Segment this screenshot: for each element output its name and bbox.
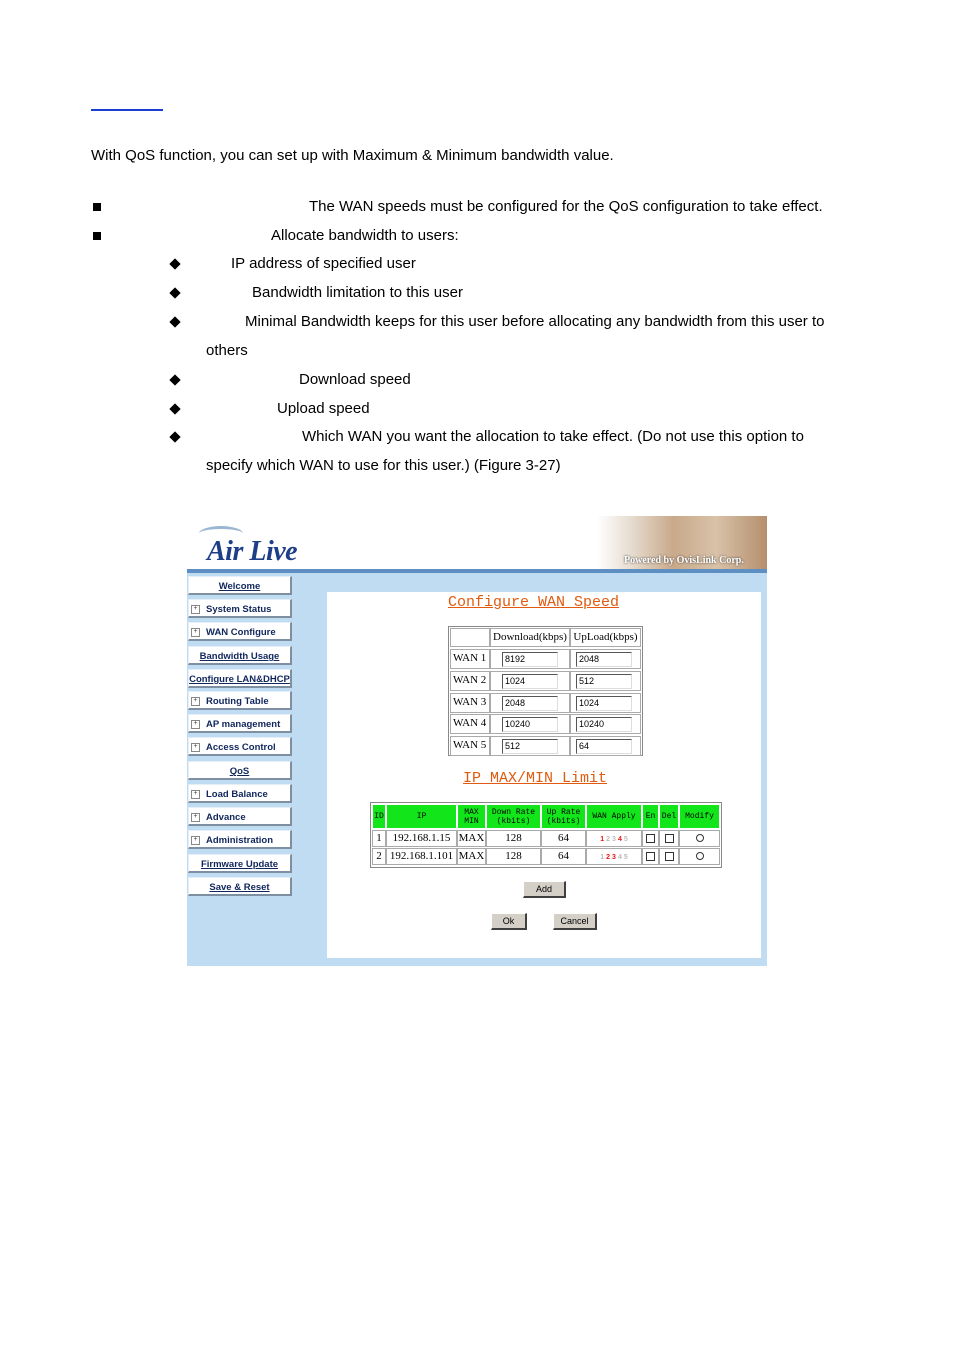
sidebar-item-label: Configure LAN&DHCP: [189, 674, 290, 685]
square-bullet-icon: [93, 203, 101, 211]
sidebar-item-label: Routing Table: [206, 696, 269, 707]
wan-speed-title: Configure WAN Speed: [448, 594, 620, 611]
wan-upload-input[interactable]: 64: [576, 739, 632, 754]
modify-radio[interactable]: [696, 852, 704, 860]
bullet-wan-speed: The WAN speeds must be configured for the QoS configuration to take effect.: [309, 198, 823, 215]
ip-row-cell: 192.168.1.101: [386, 848, 457, 865]
ok-button[interactable]: Ok: [491, 913, 527, 930]
delete-checkbox[interactable]: [665, 834, 674, 843]
wan-up-cell: [570, 736, 641, 756]
expand-plus-icon: +: [191, 743, 200, 752]
section-title-link[interactable]: [91, 109, 163, 111]
qos-content-panel: [327, 592, 761, 958]
ip-header-cell: IP: [386, 804, 457, 829]
wan-header-cell: Download(kbps): [490, 628, 570, 647]
wan-down-cell: [490, 736, 570, 756]
sidebar-item-routing-table[interactable]: [188, 691, 292, 710]
wan-download-input[interactable]: 8192: [502, 652, 558, 667]
wan-upload-input[interactable]: 512: [576, 674, 632, 689]
modify-cell: [679, 848, 720, 865]
wan-name-cell: WAN 1: [450, 649, 490, 669]
wan-apply-digit[interactable]: 3: [612, 836, 616, 843]
intro-text: With QoS function, you can set up with Maximum & Minimum bandwidth value.: [91, 147, 614, 164]
sidebar-item-label: QoS: [229, 766, 250, 777]
powered-by-label: Powered by OvisLink Corp.: [624, 555, 744, 566]
sidebar-item-access-control[interactable]: [188, 737, 292, 756]
sidebar-item-label: Access Control: [206, 742, 276, 753]
airlive-logo: Air Live: [207, 536, 298, 567]
sidebar-item-wan-configure[interactable]: [188, 622, 292, 641]
sidebar-item-label: Save & Reset: [209, 882, 270, 893]
wan-apply-digit[interactable]: 4: [617, 836, 622, 843]
enable-cell: [642, 848, 659, 865]
wan-up-cell: [570, 671, 641, 691]
sidebar-item-label: Welcome: [218, 581, 261, 592]
wan-apply-digit[interactable]: 2: [606, 836, 611, 843]
wan-apply-digit[interactable]: 5: [623, 854, 628, 861]
wan-upload-input[interactable]: 1024: [576, 696, 632, 711]
header-divider: [187, 569, 767, 573]
expand-plus-icon: +: [191, 697, 200, 706]
subbullet-wan: Which WAN you want the allocation to take effect. (Do not use this option to: [302, 428, 804, 445]
ip-row-cell: 64: [541, 830, 586, 847]
wan-header-cell: [450, 628, 490, 647]
wan-speed-table: [448, 626, 643, 756]
wan-apply-digit[interactable]: 3: [612, 854, 616, 861]
ip-header-cell: WAN Apply: [586, 804, 642, 829]
ip-row-cell: 1: [372, 830, 386, 847]
subbullet-min-cont: others: [206, 342, 248, 359]
ip-header-cell: ID: [372, 804, 386, 829]
sidebar-item-label: System Status: [206, 604, 272, 615]
wan-up-cell: [570, 714, 641, 734]
delete-checkbox[interactable]: [665, 852, 674, 861]
sidebar-item-label: WAN Configure: [206, 627, 276, 638]
expand-plus-icon: +: [191, 605, 200, 614]
ip-row-cell: 128: [486, 848, 541, 865]
wan-down-cell: [490, 693, 570, 713]
wan-apply-digit[interactable]: 4: [617, 854, 622, 861]
sidebar-item-advance[interactable]: [188, 807, 292, 826]
delete-cell: [659, 830, 679, 847]
diamond-bullet-icon: [169, 403, 180, 414]
subbullet-max: Bandwidth limitation to this user: [252, 284, 463, 301]
diamond-bullet-icon: [169, 287, 180, 298]
ip-header-cell: En: [642, 804, 659, 829]
wan-name-cell: WAN 3: [450, 693, 490, 713]
expand-plus-icon: +: [191, 720, 200, 729]
ip-limit-title: IP MAX/MIN Limit: [463, 770, 608, 787]
wan-down-cell: [490, 671, 570, 691]
wan-upload-input[interactable]: 10240: [576, 717, 632, 732]
wan-apply-cell: [586, 830, 642, 847]
sidebar-item-qos[interactable]: [188, 761, 292, 780]
wan-header-cell: UpLoad(kbps): [570, 628, 641, 647]
sidebar-item-system-status[interactable]: [188, 599, 292, 618]
diamond-bullet-icon: [169, 258, 180, 269]
diamond-bullet-icon: [169, 374, 180, 385]
enable-cell: [642, 830, 659, 847]
wan-download-input[interactable]: 10240: [502, 717, 558, 732]
sidebar-item-welcome[interactable]: [188, 576, 292, 595]
wan-download-input[interactable]: 1024: [502, 674, 558, 689]
sidebar-item-label: AP management: [206, 719, 281, 730]
subbullet-min: Minimal Bandwidth keeps for this user before allocating any bandwidth from this user to: [245, 313, 825, 330]
ip-row-cell: 2: [372, 848, 386, 865]
sidebar-item-label: Advance: [206, 812, 246, 823]
sidebar-item-administration[interactable]: [188, 830, 292, 849]
ip-limit-table: [370, 802, 722, 868]
square-bullet-icon: [93, 232, 101, 240]
diamond-bullet-icon: [169, 431, 180, 442]
enable-checkbox[interactable]: [646, 834, 655, 843]
subbullet-ip: IP address of specified user: [231, 255, 416, 272]
ip-header-cell: Down Rate (kbits): [486, 804, 541, 829]
ip-header-cell: Modify: [679, 804, 720, 829]
sidebar-item-configure-lan-dhcp[interactable]: [188, 669, 292, 688]
expand-plus-icon: +: [191, 790, 200, 799]
sidebar-item-load-balance[interactable]: [188, 784, 292, 803]
expand-plus-icon: +: [191, 628, 200, 637]
sidebar-item-ap-management[interactable]: [188, 714, 292, 733]
wan-download-input[interactable]: 2048: [502, 696, 558, 711]
ip-row-cell: 128: [486, 830, 541, 847]
wan-apply-digit[interactable]: 1: [600, 854, 605, 861]
wan-apply-digit[interactable]: 1: [600, 836, 605, 843]
enable-checkbox[interactable]: [646, 852, 655, 861]
subbullet-up: Upload speed: [277, 400, 370, 417]
router-ui-screenshot: [187, 516, 767, 966]
sidebar-item-label: Bandwidth Usage: [199, 651, 280, 662]
wan-up-cell: [570, 693, 641, 713]
diamond-bullet-icon: [169, 316, 180, 327]
header-banner: [187, 516, 767, 571]
expand-plus-icon: +: [191, 813, 200, 822]
wan-apply-digit[interactable]: 2: [606, 854, 611, 861]
sidebar-item-label: Load Balance: [206, 789, 268, 800]
expand-plus-icon: +: [191, 836, 200, 845]
wan-upload-input[interactable]: 2048: [576, 652, 632, 667]
wan-apply-digit[interactable]: 5: [623, 836, 628, 843]
wan-name-cell: WAN 2: [450, 671, 490, 691]
sidebar-item-label: Firmware Update: [200, 859, 279, 870]
delete-cell: [659, 848, 679, 865]
ip-header-cell: Del: [659, 804, 679, 829]
wan-apply-cell: [586, 848, 642, 865]
subbullet-down: Download speed: [299, 371, 411, 388]
modify-radio[interactable]: [696, 834, 704, 842]
subbullet-wan-cont: specify which WAN to use for this user.) (Figure 3-27): [206, 457, 561, 474]
wan-name-cell: WAN 5: [450, 736, 490, 756]
ip-row-cell: MAX: [457, 830, 486, 847]
ip-row-cell: 64: [541, 848, 586, 865]
wan-name-cell: WAN 4: [450, 714, 490, 734]
ip-row-cell: MAX: [457, 848, 486, 865]
wan-down-cell: [490, 649, 570, 669]
ip-header-cell: Up Rate (kbits): [541, 804, 586, 829]
sidebar-item-save-reset[interactable]: [188, 877, 292, 896]
modify-cell: [679, 830, 720, 847]
bullet-allocate: Allocate bandwidth to users:: [271, 227, 459, 244]
wan-download-input[interactable]: 512: [502, 739, 558, 754]
wan-up-cell: [570, 649, 641, 669]
sidebar-item-bandwidth-usage[interactable]: [188, 646, 292, 665]
ip-header-cell: MAX MIN: [457, 804, 486, 829]
wan-down-cell: [490, 714, 570, 734]
add-button[interactable]: Add: [523, 881, 566, 898]
ip-row-cell: 192.168.1.15: [386, 830, 457, 847]
sidebar-item-label: Administration: [206, 835, 274, 846]
cancel-button[interactable]: Cancel: [553, 913, 597, 930]
sidebar-item-firmware-update[interactable]: [188, 854, 292, 873]
